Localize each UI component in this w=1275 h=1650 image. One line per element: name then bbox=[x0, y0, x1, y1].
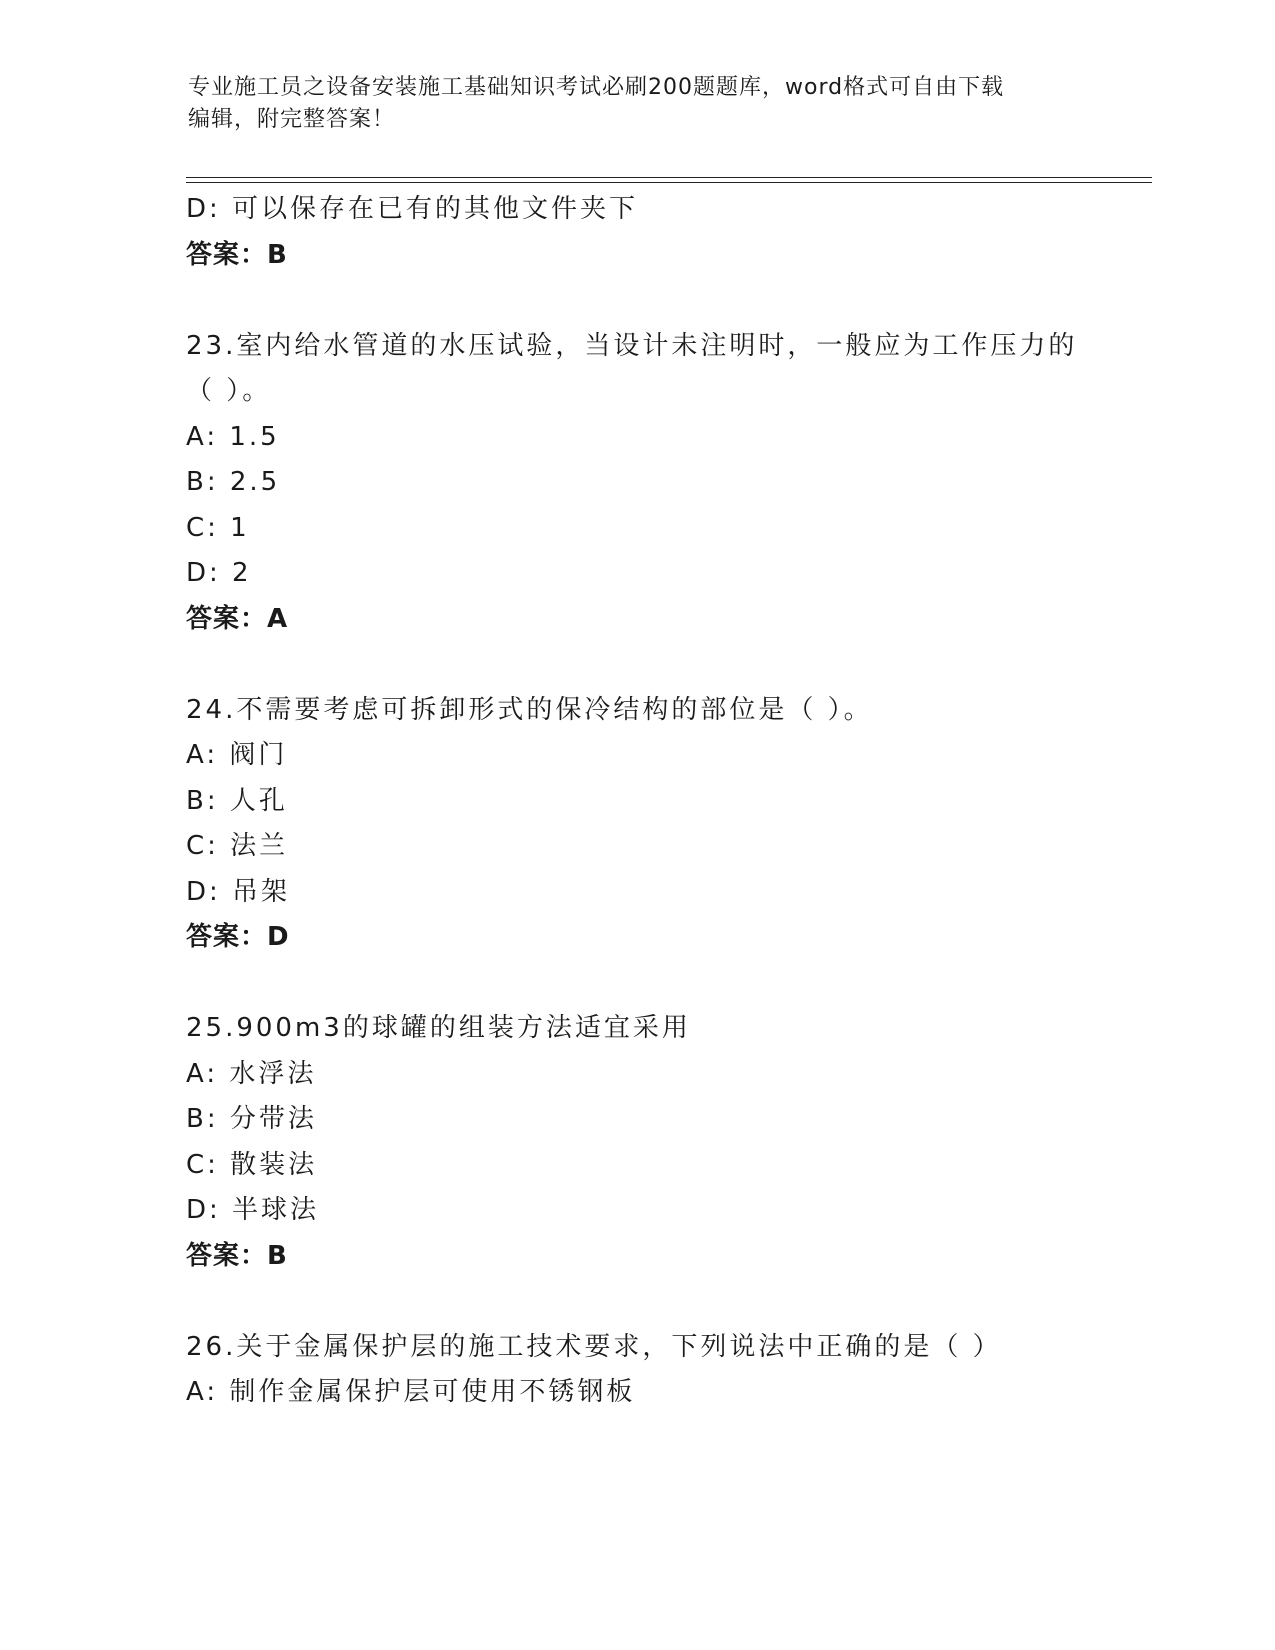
answer-value: A bbox=[267, 603, 289, 634]
question-26 bbox=[186, 1325, 1126, 1416]
question-stem: 26.关于金属保护层的施工技术要求，下列说法中正确的是（ ） bbox=[186, 1331, 1002, 1362]
option-d: D: 半球法 bbox=[186, 1195, 320, 1225]
answer-line bbox=[186, 1234, 1126, 1280]
option-b: B: 2.5 bbox=[186, 467, 281, 497]
answer-label: 答案： bbox=[186, 922, 268, 952]
option-a: A: 制作金属保护层可使用不锈钢板 bbox=[186, 1377, 636, 1407]
spacer bbox=[186, 1279, 1126, 1325]
option-c: C: 法兰 bbox=[186, 831, 289, 861]
answer-value: B bbox=[267, 1240, 288, 1271]
option-d: D: 2 bbox=[186, 558, 252, 588]
answer-line bbox=[186, 233, 1126, 279]
header-title-line-1: 专业施工员之设备安装施工基础知识考试必刷200题题库，word格式可自由下载 bbox=[188, 75, 1005, 100]
answer-line bbox=[186, 915, 1126, 961]
answer-label: 答案： bbox=[186, 1240, 268, 1271]
header-divider-top bbox=[186, 177, 1152, 178]
question-25 bbox=[186, 1006, 1126, 1279]
document-header bbox=[188, 72, 1068, 136]
option-d: D: 吊架 bbox=[186, 876, 291, 907]
option-b: B: 分带法 bbox=[186, 1104, 317, 1134]
question-stem: 24.不需要考虑可拆卸形式的保冷结构的部位是（ ）。 bbox=[186, 694, 873, 725]
option-c: C: 散装法 bbox=[186, 1149, 318, 1180]
answer-label: 答案： bbox=[186, 603, 268, 634]
option-b: B: 人孔 bbox=[186, 785, 288, 816]
question-stem: 23.室内给水管道的水压试验，当设计未注明时，一般应为工作压力的 bbox=[186, 330, 1078, 361]
question-stem: 25.900m3的球罐的组装方法适宜采用 bbox=[186, 1013, 691, 1043]
header-title-line-2: 编辑，附完整答案！ bbox=[188, 107, 396, 132]
option-a: A: 水浮法 bbox=[186, 1058, 317, 1089]
spacer bbox=[186, 278, 1126, 324]
spacer bbox=[186, 961, 1126, 1007]
header-divider-bottom bbox=[186, 182, 1152, 183]
question-list bbox=[186, 187, 1126, 1416]
option-a: A: 1.5 bbox=[186, 421, 280, 452]
option-a: A: 阀门 bbox=[186, 740, 288, 770]
question-stem-continued: （ ）。 bbox=[186, 376, 272, 406]
spacer bbox=[186, 642, 1126, 688]
answer-label: 答案： bbox=[186, 239, 268, 270]
answer-value: B bbox=[267, 239, 288, 270]
answer-value: D bbox=[267, 922, 290, 952]
question-24 bbox=[186, 688, 1126, 961]
question-23 bbox=[186, 324, 1126, 643]
answer-line bbox=[186, 597, 1126, 643]
option-c: C: 1 bbox=[186, 512, 250, 543]
option-d: D: 可以保存在已有的其他文件夹下 bbox=[186, 194, 639, 224]
